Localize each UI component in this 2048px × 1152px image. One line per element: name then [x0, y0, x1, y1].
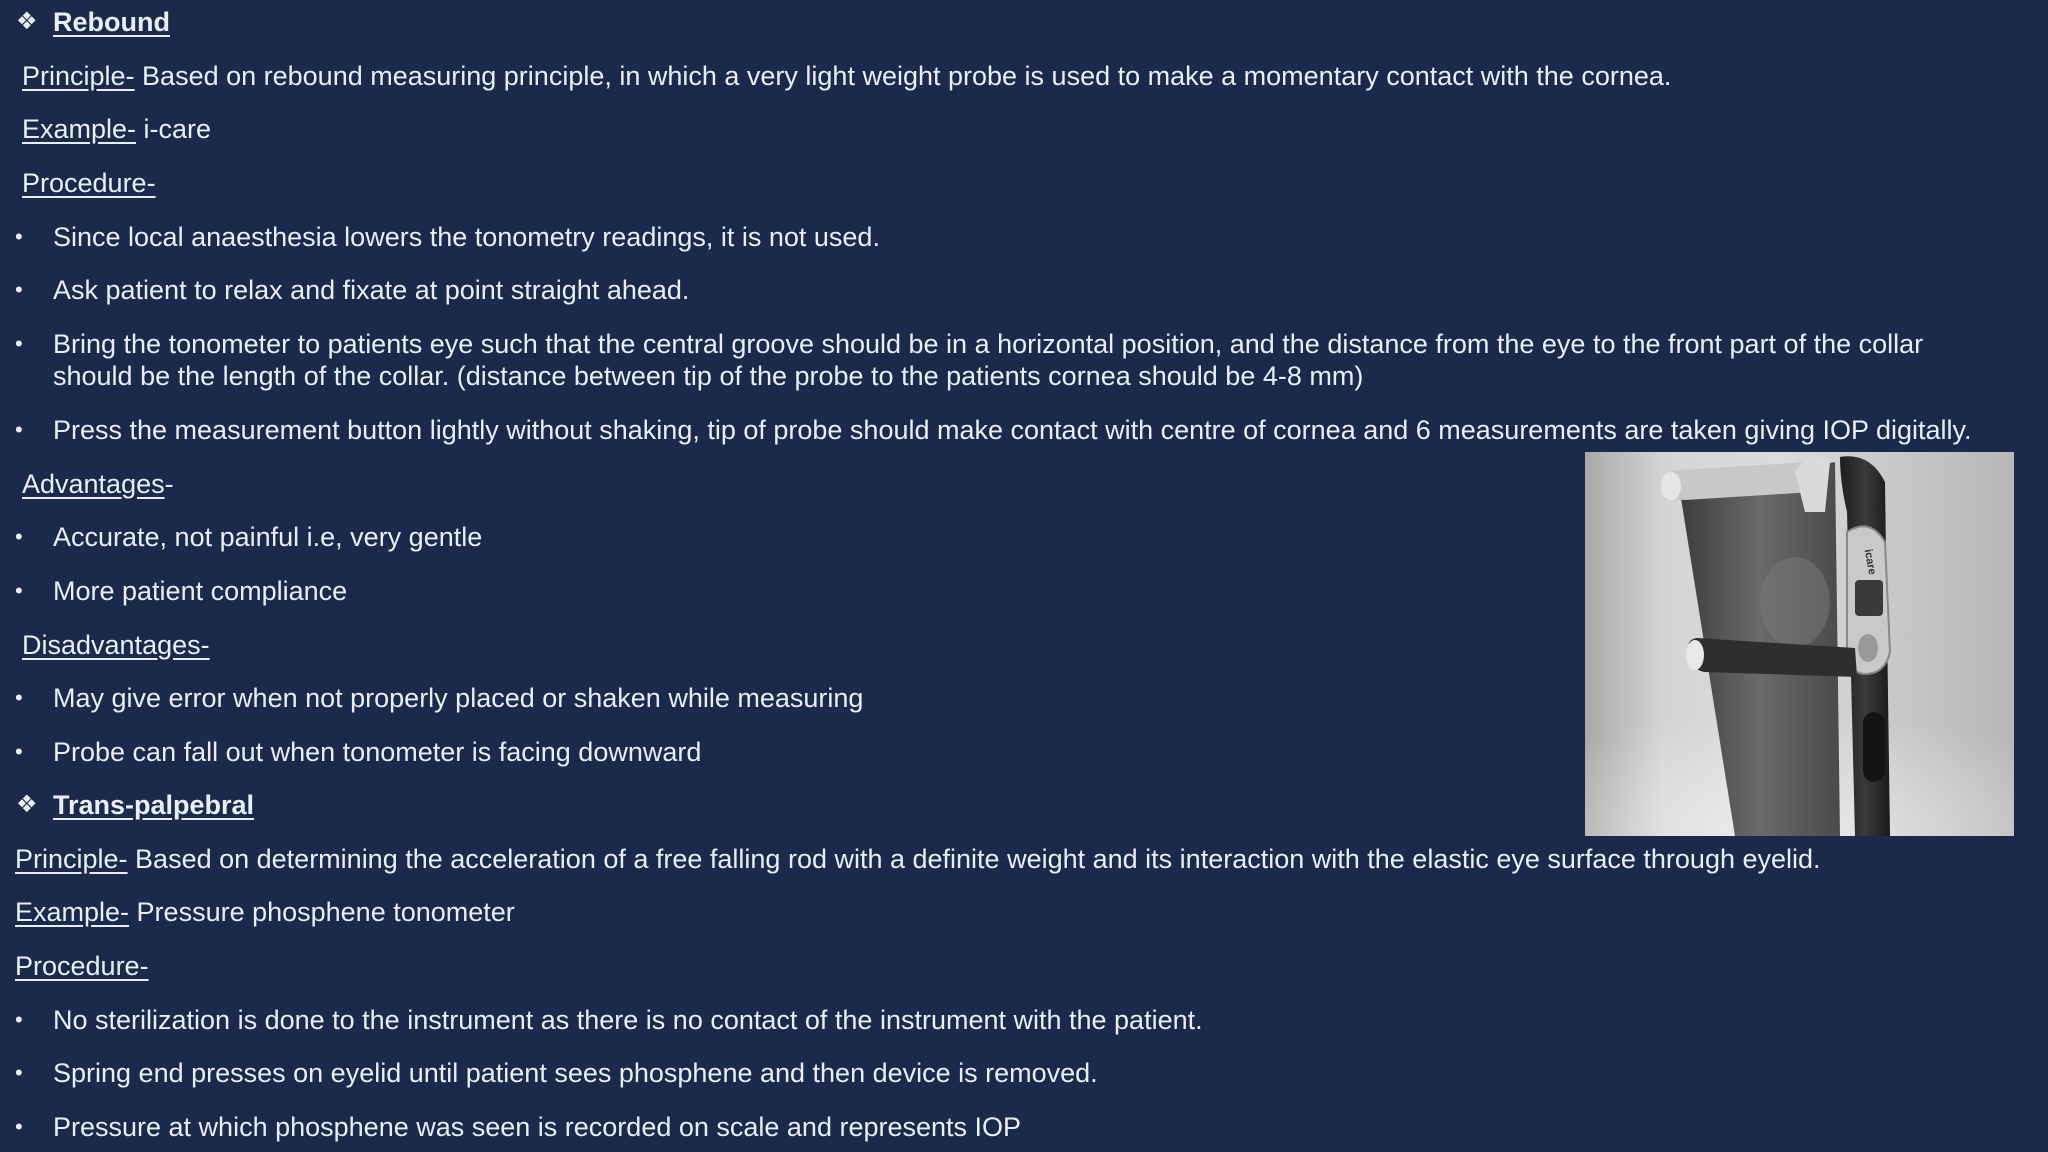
principle-label: Principle-: [22, 61, 135, 91]
list-item: Spring end presses on eyelid until patient sees phosphene and then device is removed.: [53, 1058, 1098, 1088]
section-bullet-icon: ❖: [16, 791, 38, 818]
bullet-icon: •: [15, 685, 23, 710]
section-title-rebound: Rebound: [53, 7, 170, 37]
tonometer-illustration: [1585, 452, 2014, 836]
section-title-transpalpebral: Trans-palpebral: [53, 790, 255, 820]
list-item: No sterilization is done to the instrument as there is no contact of the instrument with the patient.: [53, 1005, 1203, 1035]
bullet-icon: •: [15, 331, 23, 356]
bullet-icon: •: [15, 277, 23, 302]
icare-tonometer-photo: [1585, 452, 2014, 836]
disadvantages-heading: Disadvantages-: [22, 630, 210, 660]
section-bullet-icon: ❖: [16, 8, 38, 35]
list-item: Accurate, not painful i.e, very gentle: [53, 522, 483, 552]
principle-label: Principle-: [15, 844, 128, 874]
rebound-procedure-heading: Procedure-: [22, 168, 156, 198]
list-item: Ask patient to relax and fixate at point straight ahead.: [53, 275, 690, 305]
list-item: Press the measurement button lightly without shaking, tip of probe should make contact with centre of cornea and 6 measurements are taken giving IOP digitally.: [53, 415, 1972, 445]
bullet-icon: •: [15, 1114, 23, 1139]
bullet-icon: •: [15, 524, 23, 549]
transpalpebral-principle: [15, 843, 1821, 875]
list-item: Pressure at which phosphene was seen is recorded on scale and represents IOP: [53, 1112, 1022, 1142]
list-item: Bring the tonometer to patients eye such that the central groove should be in a horizontal position, and the distance from the eye to the front part of the collar: [53, 329, 1924, 359]
list-item: Probe can fall out when tonometer is facing downward: [53, 737, 702, 767]
bullet-icon: •: [15, 578, 23, 603]
example-text: Pressure phosphene tonometer: [129, 897, 515, 927]
bullet-icon: •: [15, 1060, 23, 1085]
transpalpebral-example: [15, 896, 515, 928]
principle-text: Based on rebound measuring principle, in which a very light weight probe is used to make a momentary contact with the cornea.: [134, 61, 1672, 91]
device-brand-label: icare: [1861, 548, 1878, 576]
principle-text: Based on determining the acceleration of a free falling rod with a definite weight and its interaction with the elastic eye surface through eyelid.: [127, 844, 1821, 874]
list-item: Since local anaesthesia lowers the tonometry readings, it is not used.: [53, 222, 880, 252]
advantages-label: Advantages: [22, 469, 165, 499]
rebound-example: [22, 113, 211, 145]
bullet-icon: •: [15, 1007, 23, 1032]
bullet-icon: •: [15, 739, 23, 764]
rebound-principle: [22, 60, 1671, 92]
bullet-icon: •: [15, 417, 23, 442]
example-label: Example-: [15, 897, 130, 927]
list-item: May give error when not properly placed or shaken while measuring: [53, 683, 864, 713]
list-item: More patient compliance: [53, 576, 348, 606]
advantages-heading: [22, 468, 174, 500]
list-item-continuation: should be the length of the collar. (distance between tip of the probe to the patients cornea should be 4-8 mm): [53, 361, 1364, 391]
example-text: i-care: [136, 114, 212, 144]
bullet-icon: •: [15, 224, 23, 249]
transpalpebral-procedure-heading: Procedure-: [15, 951, 149, 981]
example-label: Example-: [22, 114, 137, 144]
advantages-suffix: -: [164, 469, 174, 499]
